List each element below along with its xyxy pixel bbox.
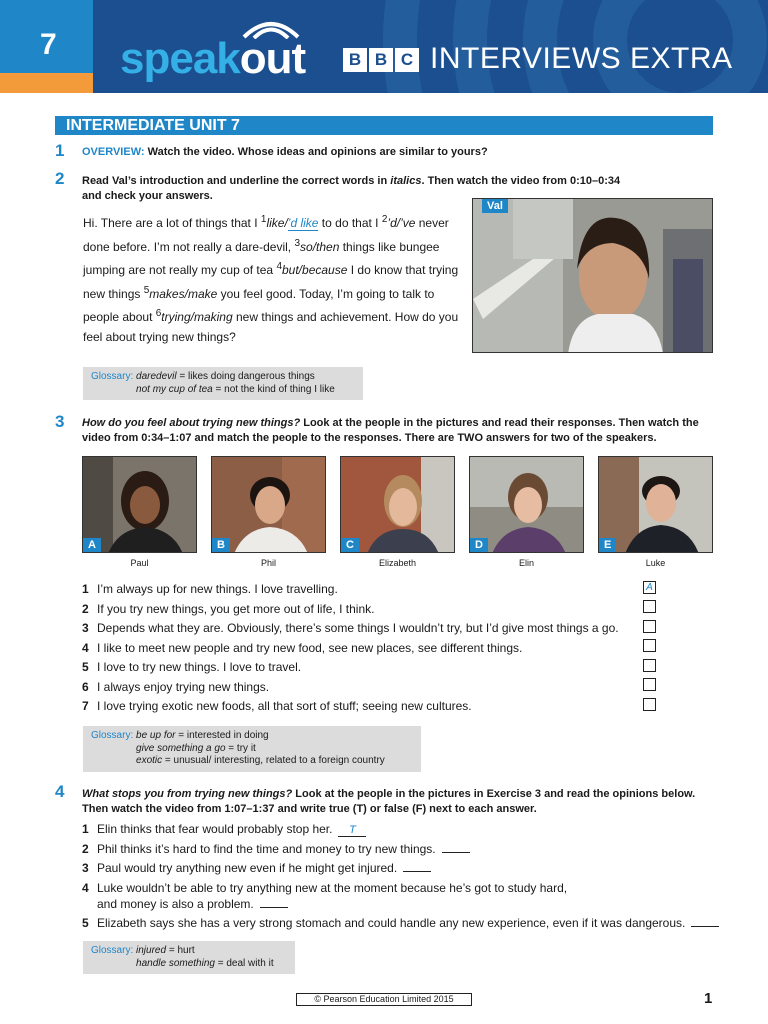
instruction-text: . Then watch the video from 0:10–0:34 [421, 175, 621, 187]
photo-luke [598, 456, 713, 553]
item-number: 5 [82, 915, 89, 930]
underlined-answer[interactable]: ’d like [287, 216, 319, 230]
answer-blank[interactable] [403, 860, 431, 872]
bbc-letter: B [369, 48, 393, 72]
item-number: 7 [82, 699, 89, 713]
glossary-term: exotic [136, 755, 163, 766]
glossary-entries [136, 371, 335, 396]
exercise-1-instruction [82, 145, 488, 160]
glossary-definition: = not the kind of thing I like [212, 383, 335, 395]
photo-elin [469, 456, 584, 553]
instruction-italic: italics [390, 175, 422, 187]
intro-text: I do know that trying new things [83, 263, 459, 301]
intro-text: never done before. I’m not really a dare-devil, [83, 216, 449, 254]
person-name: Luke [645, 558, 666, 568]
glossary-term: daredevil [136, 371, 177, 382]
item-number: 6 [82, 679, 89, 694]
item-text: I always enjoy trying new things. [97, 679, 270, 694]
photo-letter-tag: C [341, 538, 359, 552]
photo-letter-tag: B [212, 538, 230, 552]
item-number: 4 [82, 640, 89, 655]
gap-number: 3 [294, 237, 301, 249]
item-number: 2 [82, 841, 89, 856]
item-number: 3 [82, 861, 89, 875]
answer-box[interactable] [643, 678, 656, 691]
val-photo [472, 198, 713, 353]
item-text: Depends what they are. Obviously, there’s some things I wouldn’t try, but I’d give most things a go. [97, 621, 619, 635]
intro-text: you feel good. Today, I’m going to talk to people about [83, 286, 435, 324]
instruction-italic: What stops you from trying new things? [82, 788, 293, 800]
bbc-letter: C [395, 48, 419, 72]
answer-blank[interactable] [691, 915, 719, 927]
list-item [82, 840, 722, 860]
word-option[interactable]: so/then [300, 239, 340, 254]
photo-phil [211, 456, 326, 553]
glossary-entries [136, 945, 274, 970]
person-name: Elin [518, 558, 534, 568]
glossary-definition: = try it [225, 742, 256, 754]
answer-blank[interactable] [442, 841, 470, 853]
word-option[interactable]: makes/make [149, 286, 218, 301]
item-number: 1 [82, 582, 89, 596]
person-name: Paul [130, 558, 149, 568]
answer-box[interactable] [643, 600, 656, 613]
photo-tag: Val [482, 199, 508, 213]
exercise-number: 3 [55, 412, 65, 431]
glossary-entries [136, 730, 385, 768]
glossary-definition: = unusual/ interesting, related to a foreign country [162, 755, 385, 766]
answer-box[interactable] [643, 620, 656, 633]
speakout-logo [120, 34, 305, 84]
instruction-text: and check your answers. [82, 190, 213, 202]
bbc-logo [343, 48, 419, 72]
logo-speak: speak [120, 34, 240, 83]
photo-paul [82, 456, 197, 553]
exercise-3-responses [82, 580, 619, 717]
exercise-number: 1 [55, 141, 65, 160]
glossary-box [83, 941, 295, 974]
glossary-term: give something a go [136, 742, 226, 754]
list-item [82, 859, 722, 879]
answer-blank[interactable] [260, 896, 288, 908]
glossary-term: not my cup of tea [136, 383, 213, 395]
person-name: Phil [260, 558, 276, 568]
list-item [82, 619, 619, 639]
list-item [82, 914, 722, 934]
item-text: Elizabeth says she has a very strong stomach and could handle any new experience, even if it was dangerous. [97, 915, 686, 930]
exercise-3-instruction [82, 416, 722, 446]
unit-title-bar: INTERMEDIATE UNIT 7 [55, 116, 713, 135]
instruction-text: video from 0:34–1:07 and match the people to the responses. There are TWO answers for two of the speakers. [82, 432, 657, 444]
gap-number: 6 [155, 308, 162, 319]
list-item [82, 697, 619, 717]
glossary-label: Glossary: [91, 371, 134, 382]
list-item [82, 639, 619, 659]
item-text: I love to try new things. I love to travel. [97, 660, 302, 674]
item-text: Phil thinks it’s hard to find the time and money to try new things. [97, 841, 436, 856]
item-number: 3 [82, 621, 89, 635]
item-text: If you try new things, you get more out of life, I think. [97, 601, 375, 616]
item-text: and money is also a problem. [97, 896, 254, 911]
list-item [82, 678, 619, 698]
val-introduction [83, 210, 463, 347]
answer-box[interactable] [643, 639, 656, 652]
gap-number: 1 [260, 214, 267, 225]
glossary-definition: = likes doing dangerous things [176, 371, 315, 382]
photo-letter-tag: A [83, 538, 101, 552]
word-option[interactable]: but/because [282, 263, 348, 277]
gap-number: 2 [381, 214, 388, 225]
item-number: 5 [82, 660, 89, 674]
item-text: Luke wouldn’t be able to try anything new at the moment because he’s got to study hard, [97, 880, 568, 895]
item-number: 1 [82, 822, 89, 836]
glossary-box [83, 367, 363, 400]
answer-box[interactable]: A [643, 581, 656, 594]
item-text: I’m always up for new things. I love travelling. [97, 582, 338, 596]
glossary-term: be up for [136, 730, 176, 741]
page-number: 1 [704, 990, 713, 1007]
list-item [82, 879, 722, 914]
intro-text: Hi. There are a lot of things that I [83, 216, 261, 230]
item-text: Paul would try anything new even if he might get injured. [97, 861, 398, 875]
photo-letter-tag: E [599, 538, 616, 552]
series-title: INTERVIEWS EXTRA [430, 42, 733, 75]
item-number: 4 [82, 880, 89, 895]
instruction-text: Look at the people in the pictures and read their responses. Then watch the [300, 417, 699, 429]
overview-text: Watch the video. Whose ideas and opinions are similar to yours? [144, 146, 488, 158]
exercise-4-instruction [82, 787, 722, 817]
overview-label: OVERVIEW: [82, 146, 145, 158]
word-option[interactable]: like/ [266, 216, 288, 230]
item-text: Elin thinks that fear would probably stop her. [97, 822, 333, 836]
list-item [82, 658, 619, 678]
exercise-4-statements [82, 820, 722, 933]
intro-text: new things and achievement. How do you feel about trying new things? [83, 310, 459, 344]
list-item [82, 600, 619, 620]
logo-out: out [239, 34, 306, 83]
glossary-term: injured [136, 945, 167, 956]
page-header [0, 0, 768, 93]
bbc-letter: B [343, 48, 367, 72]
gap-number: 5 [143, 284, 150, 296]
gap-number: 4 [276, 261, 282, 272]
person-name: Elizabeth [378, 558, 417, 568]
glossary-label: Glossary: [91, 945, 134, 956]
glossary-term: handle something [136, 957, 215, 969]
instruction-text: Then watch the video from 1:07–1:37 and write true (T) or false (F) next to each answer. [82, 803, 537, 815]
intro-text: things like bungee jumping are not really my cup of tea [83, 239, 440, 277]
instruction-text: Read Val’s introduction and underline the correct words in [82, 175, 391, 187]
instruction-text: Look at the people in the pictures in Exercise 3 and read the opinions below. [292, 788, 696, 800]
val-portrait-graphic [473, 199, 713, 353]
photo-letter-tag: D [470, 538, 488, 552]
glossary-box [83, 726, 421, 772]
list-item [82, 820, 722, 840]
list-item [82, 580, 619, 600]
unit-badge-accent [0, 73, 93, 93]
exercise-number: 4 [55, 782, 65, 801]
instruction-italic: How do you feel about trying new things? [82, 417, 301, 429]
exercise-number: 2 [55, 169, 65, 188]
intro-text: to do that I [318, 216, 382, 230]
answer-box[interactable] [643, 659, 656, 672]
item-text: I like to meet new people and try new food, see new places, see different things. [97, 640, 523, 655]
photo-elizabeth [340, 456, 455, 553]
word-option[interactable]: ’d/’ve [387, 216, 416, 230]
answer-box[interactable] [643, 698, 656, 711]
glossary-definition: = deal with it [214, 957, 274, 969]
item-number: 2 [82, 601, 89, 616]
answer-blank[interactable]: T [338, 825, 366, 837]
glossary-label: Glossary: [91, 730, 134, 741]
item-text: I love trying exotic new foods, all that sort of stuff; seeing new cultures. [97, 699, 472, 713]
word-option[interactable]: trying/making [161, 310, 233, 324]
glossary-definition: = interested in doing [175, 730, 269, 741]
glossary-definition: = hurt [166, 945, 195, 956]
unit-number-badge: 7 [0, 0, 93, 73]
copyright-notice: © Pearson Education Limited 2015 [296, 993, 472, 1006]
